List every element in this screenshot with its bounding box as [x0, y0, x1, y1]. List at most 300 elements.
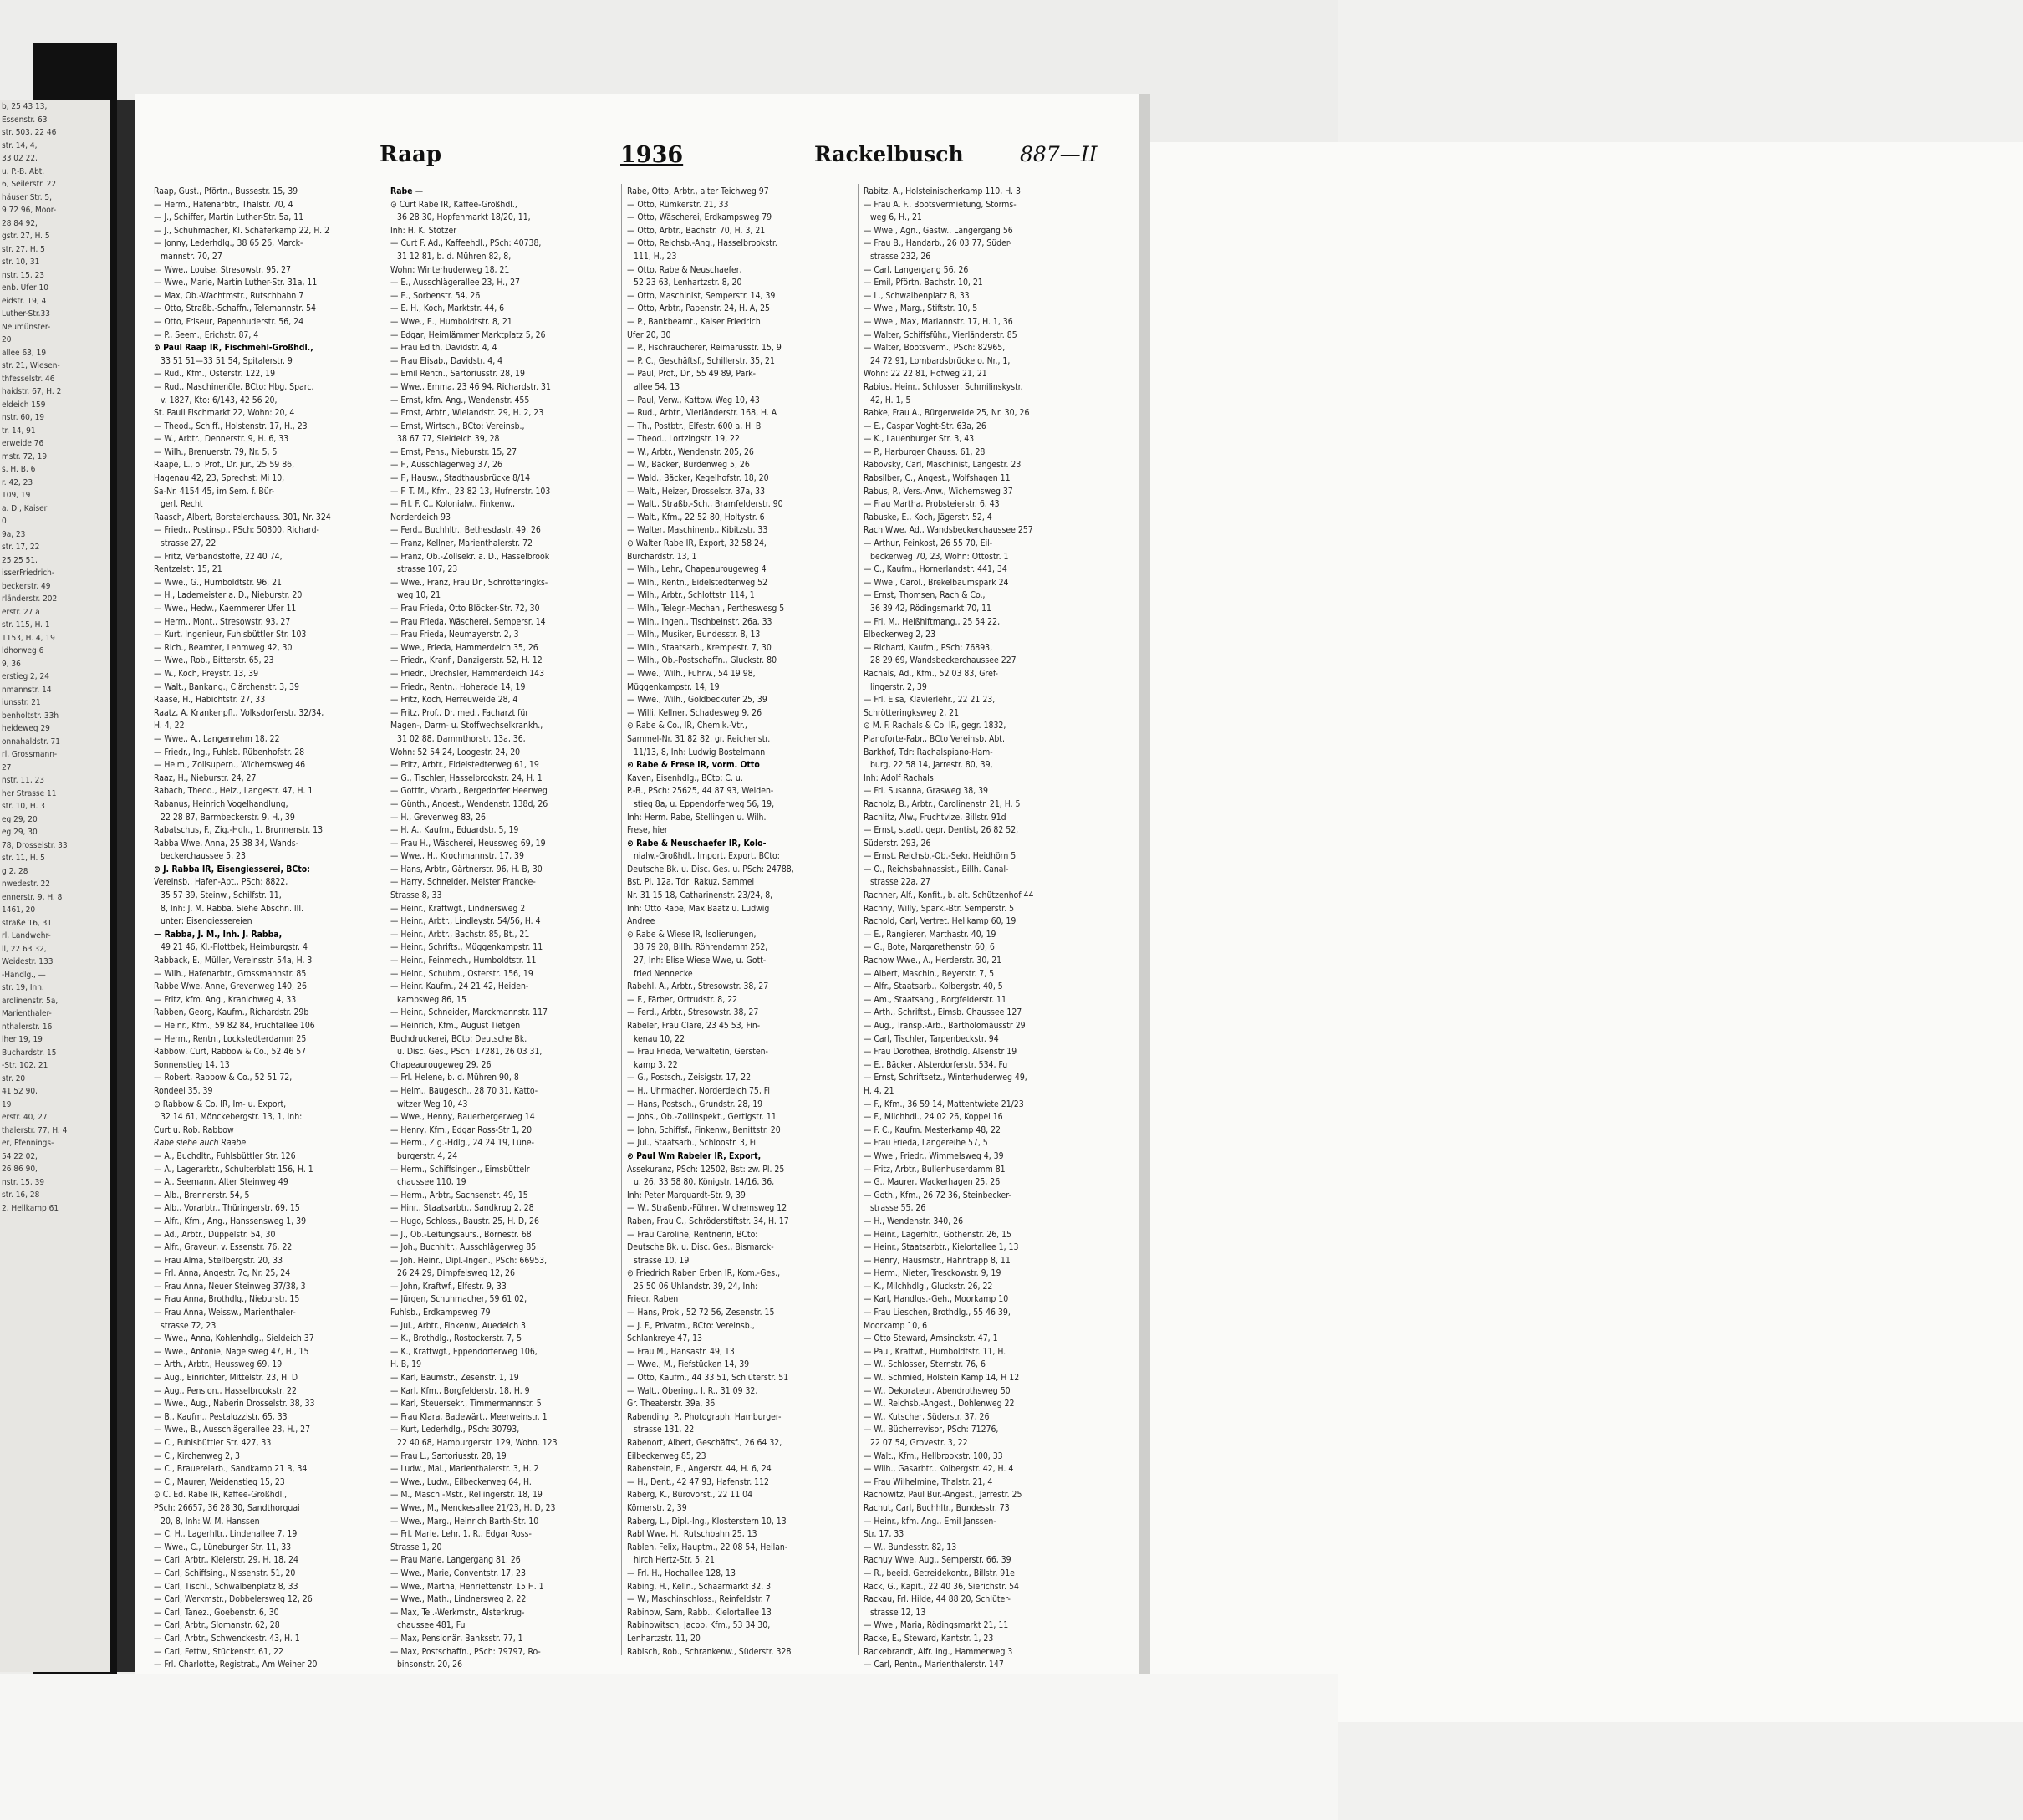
previous-page-fragment: 6, Seilerstr. 22 [2, 180, 57, 189]
directory-entry: — Frau Frieda, Otto Blöcker-Str. 72, 30 [390, 604, 540, 614]
directory-entry: — C., Kaufm., Hornerlandstr. 441, 34 [864, 564, 1007, 575]
directory-page [135, 94, 1139, 1674]
header-year: 1936 [620, 142, 684, 168]
previous-page-fragment: -Handlg., — [2, 970, 46, 980]
directory-entry: Rabe, Otto, Arbtr., alter Teichweg 97 [627, 186, 769, 196]
directory-entry: — Friedr., Kranf., Danzigerstr. 52, H. 12 [390, 655, 543, 666]
previous-page-fragment: 33 02 22, [2, 154, 38, 163]
directory-entry: — Frl. H., Hochallee 128, 13 [627, 1568, 736, 1578]
directory-entry: Kaven, Eisenhdlg., BCto: C. u. [627, 772, 743, 783]
directory-entry: Rabback, E., Müller, Vereinsstr. 54a, H. 3 [154, 956, 313, 966]
directory-entry: — Frl. Elsa, Klavierlehr., 22 21 23, [864, 695, 996, 706]
directory-entry: — O., Reichsbahnassist., Billh. Canal- [864, 864, 1009, 874]
directory-entry: — Wwe., Maria, Rödingsmarkt 21, 11 [864, 1620, 1009, 1631]
directory-entry: — Frau M., Hansastr. 49, 13 [627, 1346, 735, 1357]
directory-entry: — Frau Frieda, Verwaltetin, Gersten- [627, 1047, 768, 1058]
directory-entry: Rabe siehe auch Raabe [154, 1138, 247, 1149]
previous-page-fragment: 1153, H. 4, 19 [2, 633, 55, 643]
directory-entry: — W., Dekorateur, Abendrothsweg 50 [864, 1385, 1011, 1396]
directory-entry: — B., Kaufm., Pestalozzistr. 65, 33 [154, 1411, 288, 1422]
directory-entry: lingerstr. 2, 39 [870, 681, 927, 692]
directory-entry: 42, H. 1, 5 [870, 395, 911, 405]
directory-column-1 [154, 186, 373, 1670]
directory-entry: — Jonny, Lederhdlg., 38 65 26, Marck- [154, 238, 303, 249]
directory-entry: Racke, E., Steward, Kantstr. 1, 23 [864, 1633, 994, 1644]
directory-entry: Rabenstein, E., Angerstr. 44, H. 6, 24 [627, 1464, 772, 1475]
directory-entry: — Edgar, Heimlämmer Marktplatz 5, 26 [390, 329, 546, 340]
directory-entry: — Ad., Arbtr., Düppelstr. 54, 30 [154, 1229, 276, 1240]
directory-entry: Rablen, Felix, Hauptm., 22 08 54, Heilan- [627, 1542, 788, 1552]
directory-entry: — Wilh., Brenuerstr. 79, Nr. 5, 5 [154, 446, 278, 457]
previous-page-fragment: str. 21, Wiesen- [2, 361, 60, 370]
directory-entry: Rachlitz, Alw., Fruchtvize, Billstr. 91d [864, 812, 1006, 823]
directory-entry: gerl. Recht [161, 499, 203, 510]
directory-entry: Rachals, Ad., Kfm., 52 03 83, Gref- [864, 668, 998, 679]
previous-page-fragment: str. 16, 28 [2, 1190, 40, 1200]
directory-entry: kenau 10, 22 [634, 1033, 685, 1044]
directory-entry: Rachuy Wwe, Aug., Semperstr. 66, 39 [864, 1555, 1012, 1566]
directory-entry: — F., Hausw., Stadthausbrücke 8/14 [390, 473, 531, 484]
directory-entry: 22 07 54, Grovestr. 3, 22 [870, 1438, 968, 1448]
directory-entry: — Wwe., Rob., Bitterstr. 65, 23 [154, 655, 274, 666]
previous-page-fragment: isserFriedrich- [2, 568, 55, 578]
directory-entry: Rack, G., Kapit., 22 40 36, Sierichstr. 54 [864, 1581, 1019, 1592]
directory-entry: Norderdeich 93 [390, 512, 451, 523]
directory-entry: — Wilh., Telegr.-Mechan., Pertheswesg 5 [627, 604, 785, 614]
directory-entry: — Herm., Nieter, Tresckowstr. 9, 19 [864, 1268, 1001, 1279]
directory-entry: — Ernst, Schriftsetz., Winterhuderweg 49, [864, 1073, 1027, 1083]
directory-entry: — John, Schiffsf., Finkenw., Benittstr. 20 [627, 1124, 781, 1135]
directory-entry: — Wwe., Emma, 23 46 94, Richardstr. 31 [390, 381, 551, 392]
header-first-entry: Raap [380, 142, 442, 167]
directory-entry: 38 79 28, Billh. Röhrendamm 252, [634, 942, 768, 953]
previous-page-fragment: str. 503, 22 46 [2, 128, 57, 137]
directory-entry: — Otto, Rümkerstr. 21, 33 [627, 199, 729, 210]
directory-entry: — Wwe., Marie, Martin Luther-Str. 31a, 11 [154, 278, 318, 288]
directory-entry: — Max, Tel.-Werkmstr., Alsterkrug- [390, 1607, 525, 1618]
directory-entry: — Ernst, staatl. gepr. Dentist, 26 82 52, [864, 825, 1019, 836]
directory-entry: strasse 131, 22 [634, 1425, 695, 1435]
previous-page-fragment: Essenstr. 63 [2, 115, 48, 125]
directory-entry: Fuhlsb., Erdkampsweg 79 [390, 1308, 491, 1318]
directory-entry: — Aug., Transp.-Arb., Bartholomäusstr 29 [864, 1021, 1026, 1031]
previous-page-fragment: arolinenstr. 5a, [2, 996, 59, 1006]
directory-entry: — W., Straßenb.-Führer, Wichernsweg 12 [627, 1203, 787, 1214]
previous-page-fragment: 54 22 02, [2, 1151, 38, 1161]
previous-page-fragment: Luther-Str.33 [2, 309, 50, 319]
directory-entry: Raape, L., o. Prof., Dr. jur., 25 59 86, [154, 460, 295, 471]
previous-page-fragment: 9a, 23 [2, 529, 26, 539]
previous-page-fragment: rländerstr. 202 [2, 594, 58, 604]
previous-page-fragment: 9 72 96, Moor- [2, 206, 57, 215]
directory-entry: Rackau, Frl. Hilde, 44 88 20, Schlüter- [864, 1594, 1011, 1605]
directory-entry: — Wilh., Staatsarb., Krempestr. 7, 30 [627, 642, 772, 653]
previous-page-fragment: gstr. 27, H. 5 [2, 232, 50, 241]
directory-entry: P.-B., PSch: 25625, 44 87 93, Weiden- [627, 786, 774, 797]
directory-entry: — Fritz, Prof., Dr. med., Facharzt für [390, 707, 529, 718]
directory-entry: — Max, Ob.-Wachtmstr., Rutschbahn 7 [154, 290, 304, 301]
previous-page-fragment: her Strasse 11 [2, 788, 57, 798]
directory-entry: — Frau B., Handarb., 26 03 77, Süder- [864, 238, 1012, 249]
directory-entry: Eilbeckerweg 85, 23 [627, 1450, 706, 1461]
previous-page-fragment: 2, Hellkamp 61 [2, 1203, 59, 1213]
directory-entry: Andree [627, 916, 655, 927]
header-last-entry: Rackelbusch [814, 142, 964, 166]
directory-entry: — Albert, Maschin., Beyerstr. 7, 5 [864, 968, 995, 979]
scan-margin [0, 1674, 1338, 1820]
directory-entry: — Franz, Kellner, Marienthalerstr. 72 [390, 538, 533, 549]
directory-entry: — C., Maurer, Weidenstieg 15, 23 [154, 1476, 285, 1487]
directory-entry: — Richard, Kaufm., PSch: 76893, [864, 642, 993, 653]
directory-entry: — Heinr., Schneider, Marckmannstr. 117 [390, 1007, 548, 1018]
directory-entry: — Walt., Obering., I. R., 31 09 32, [627, 1385, 758, 1396]
previous-page-fragment: 41 52 90, [2, 1087, 38, 1096]
directory-entry: — Frau Frieda, Langereihe 57, 5 [864, 1138, 988, 1149]
directory-entry: fried Nennecke [634, 968, 693, 979]
directory-entry: — Herm., Mont., Stresowstr. 93, 27 [154, 616, 291, 627]
previous-page-fragment: er, Pfennings- [2, 1139, 54, 1148]
directory-entry: — Wwe., Carol., Brekelbaumspark 24 [864, 577, 1009, 588]
directory-entry: Str. 17, 33 [864, 1529, 904, 1540]
previous-page-fragment: s. H. B, 6 [2, 465, 36, 474]
directory-entry: — Carl, Schiffsing., Nissenstr. 51, 20 [154, 1568, 296, 1578]
directory-entry: allee 54, 13 [634, 381, 680, 392]
directory-entry: — G., Tischler, Hasselbrookstr. 24, H. 1 [390, 772, 543, 783]
directory-entry: 28 29 69, Wandsbeckerchaussee 227 [870, 655, 1017, 666]
directory-entry: — E., Caspar Voght-Str. 63a, 26 [864, 421, 986, 431]
previous-page-fragment: thalerstr. 77, H. 4 [2, 1125, 68, 1135]
directory-entry: — Joh. Heinr., Dipl.-Ingen., PSch: 66953, [390, 1255, 548, 1266]
directory-entry: 20, 8, Inh: W. M. Hanssen [161, 1516, 260, 1527]
directory-entry: 36 28 30, Hopfenmarkt 18/20, 11, [397, 212, 531, 223]
directory-entry: — Helm., Baugesch., 28 70 31, Katto- [390, 1085, 538, 1096]
directory-entry: — Frl. Susanna, Grasweg 38, 39 [864, 786, 988, 797]
directory-entry: — K., Kraftwgf., Eppendorferweg 106, [390, 1346, 538, 1357]
directory-entry: — Arthur, Feinkost, 26 55 70, Eil- [864, 538, 993, 549]
directory-entry: — C. H., Lagerhltr., Lindenallee 7, 19 [154, 1529, 298, 1540]
directory-entry: Rabus, P., Vers.-Anw., Wichernsweg 37 [864, 486, 1013, 497]
directory-entry: 33 51 51—33 51 54, Spitalerstr. 9 [161, 355, 293, 366]
directory-entry: — C., Brauereiarb., Sandkamp 21 B, 34 [154, 1464, 308, 1475]
directory-entry: Rabbe Wwe, Anne, Grevenweg 140, 26 [154, 981, 307, 992]
directory-entry: — M., Masch.-Mstr., Rellingerstr. 18, 19 [390, 1490, 543, 1501]
directory-entry: Pianoforte-Fabr., BCto Vereinsb. Abt. [864, 733, 1005, 744]
previous-page-fragment: tr. 14, 91 [2, 426, 36, 436]
previous-page-fragment: Weidestr. 133 [2, 957, 54, 966]
directory-entry: — Robert, Rabbow & Co., 52 51 72, [154, 1073, 293, 1083]
directory-entry: — Rud., Arbtr., Vierländerstr. 168, H. A [627, 408, 777, 419]
directory-entry: — Ferd., Arbtr., Stresowstr. 38, 27 [627, 1007, 759, 1018]
page-number: 887—II [1020, 142, 2023, 1722]
directory-entry: u. 26, 33 58 80, Königstr. 14/16, 36, [634, 1177, 775, 1188]
directory-entry: — Frau Marie, Langergang 81, 26 [390, 1555, 521, 1566]
previous-page-fragment: str. 10, 31 [2, 257, 40, 267]
directory-entry: — Carl, Fettw., Stückenstr. 61, 22 [154, 1646, 283, 1657]
directory-entry: Rachny, Willy, Spark.-Btr. Semperstr. 5 [864, 903, 1015, 914]
directory-entry: — Wald., Bäcker, Kegelhofstr. 18, 20 [627, 473, 769, 484]
directory-entry: — John, Kraftwf., Elfestr. 9, 33 [390, 1281, 507, 1292]
directory-entry: — K., Milchhdlg., Gluckstr. 26, 22 [864, 1281, 993, 1292]
directory-entry: — Jul., Arbtr., Finkenw., Auedeich 3 [390, 1320, 526, 1331]
directory-entry: — Walt., Straßb.-Sch., Bramfelderstr. 90 [627, 499, 783, 510]
directory-entry: — Willi, Kellner, Schadesweg 9, 26 [627, 707, 762, 718]
directory-entry: — F., Ausschlägerweg 37, 26 [390, 460, 502, 471]
directory-entry: Rentzelstr. 15, 21 [154, 564, 222, 575]
directory-entry: ⊙ Friedrich Raben Erben IR, Kom.-Ges., [627, 1268, 781, 1279]
directory-entry: — Jul., Staatsarb., Schloostr. 3, Fi [627, 1138, 756, 1149]
directory-entry: Moorkamp 10, 6 [864, 1320, 928, 1331]
directory-entry: Wohn: 22 22 81, Hofweg 21, 21 [864, 369, 987, 380]
page-edge [1139, 94, 1150, 1674]
directory-entry: 31 02 88, Dammthorstr. 13a, 36, [397, 733, 526, 744]
directory-entry: — F. T. M., Kfm., 23 82 13, Hufnerstr. 103 [390, 486, 551, 497]
directory-entry: — Friedr., Drechsler, Hammerdeich 143 [390, 668, 545, 679]
directory-entry: — K., Brothdlg., Rostockerstr. 7, 5 [390, 1333, 522, 1344]
directory-entry: — Heinr., Feinmech., Humboldtstr. 11 [390, 956, 537, 966]
directory-entry: Körnerstr. 2, 39 [627, 1502, 687, 1513]
directory-entry: ⊙ Rabe & Neuschaefer IR, Kolo- [627, 838, 767, 849]
directory-entry: — Otto, Friseur, Papenhuderstr. 56, 24 [154, 316, 304, 327]
directory-entry: Rach Wwe, Ad., Wandsbeckerchaussee 257 [864, 525, 1033, 536]
previous-page-fragment: 0 [2, 517, 7, 526]
directory-entry: — Walt., Bankang., Clärchenstr. 3, 39 [154, 681, 299, 692]
directory-entry: — Karl, Kfm., Borgfelderstr. 18, H. 9 [390, 1385, 530, 1396]
directory-entry: — Frl. Anna, Angestr. 7c, Nr. 25, 24 [154, 1268, 291, 1279]
previous-page-fragment: str. 14, 4, [2, 140, 38, 150]
directory-entry: — Wwe., Louise, Stresowstr. 95, 27 [154, 264, 291, 275]
directory-entry: — Fritz, Arbtr., Bullenhuserdamm 81 [864, 1164, 1006, 1175]
directory-entry: — Heinr., Kraftwgf., Lindnersweg 2 [390, 903, 526, 914]
directory-entry: Raap, Gust., Pförtn., Bussestr. 15, 39 [154, 186, 298, 196]
previous-page-fragment: 27 [2, 762, 12, 772]
directory-entry: — Otto, Kaufm., 44 33 51, Schlüterstr. 51 [627, 1373, 789, 1384]
previous-page-fragment: ll, 22 63 32, [2, 944, 47, 954]
directory-entry: Wohn: Winterhuderweg 18, 21 [390, 264, 510, 275]
column-divider [858, 184, 859, 1655]
directory-entry: Rabach, Theod., Helz., Langestr. 47, H. 1 [154, 786, 313, 797]
directory-entry: strasse 10, 19 [634, 1255, 690, 1266]
directory-entry: — Wwe., Frieda, Hammerdeich 35, 26 [390, 642, 538, 653]
directory-entry: — Frl. Marie, Lehr. 1, R., Edgar Ross- [390, 1529, 532, 1540]
directory-entry: Raberg, L., Dipl.-Ing., Klosterstern 10, 13 [627, 1516, 787, 1527]
directory-entry: — Wilh., Hafenarbtr., Grossmannstr. 85 [154, 968, 307, 979]
directory-entry: — Carl, Langergang 56, 26 [864, 264, 969, 275]
directory-entry: strasse 27, 22 [161, 538, 217, 549]
directory-entry: Rachut, Carl, Buchhltr., Bundesstr. 73 [864, 1502, 1010, 1513]
previous-page-fragment: erstr. 27 a [2, 607, 40, 617]
directory-entry: 111, H., 23 [634, 251, 677, 262]
directory-entry: — Rabba, J. M., Inh. J. Rabba, [154, 929, 283, 940]
directory-entry: — Joh., Buchhltr., Ausschlägerweg 85 [390, 1242, 537, 1253]
directory-column-2 [390, 186, 609, 1670]
previous-page-fragment: onnahaldstr. 71 [2, 737, 60, 747]
directory-entry: — Wwe., Aug., Naberin Drosselstr. 38, 33 [154, 1399, 315, 1410]
directory-entry: — Wwe., Agn., Gastw., Langergang 56 [864, 225, 1013, 236]
column-divider [621, 184, 622, 1655]
directory-entry: — W., Arbtr., Dennerstr. 9, H. 6, 33 [154, 434, 289, 445]
directory-entry: burg, 22 58 14, Jarrestr. 80, 39, [870, 760, 993, 771]
directory-entry: — W., Koch, Preystr. 13, 39 [154, 668, 259, 679]
previous-page-fragment: allee 63, 19 [2, 348, 47, 358]
directory-entry: — Wwe., G., Humboldtstr. 96, 21 [154, 577, 283, 588]
directory-entry: Magen-, Darm- u. Stoffwechselkrankh., [390, 721, 543, 732]
previous-page-fragment: iunsstr. 21 [2, 698, 41, 707]
directory-entry: 49 21 46, Kl.-Flottbek, Heimburgstr. 4 [161, 942, 308, 953]
directory-entry: 31 12 81, b. d. Mühren 82, 8, [397, 251, 512, 262]
directory-entry: — J. F., Privatm., BCto: Vereinsb., [627, 1320, 755, 1331]
directory-entry: PSch: 26657, 36 28 30, Sandthorquai [154, 1502, 300, 1513]
previous-page-fragment: str. 17, 22 [2, 543, 40, 552]
directory-entry: — Helm., Zollsupern., Wichernsweg 46 [154, 760, 306, 771]
directory-entry: — Hans, Postsch., Grundstr. 28, 19 [627, 1099, 763, 1109]
directory-entry: 27, Inh: Elise Wiese Wwe, u. Gott- [634, 956, 767, 966]
directory-entry: — W., Bäcker, Burdenweg 5, 26 [627, 460, 750, 471]
directory-entry: — P., Fischräucherer, Reimarusstr. 15, 9 [627, 343, 782, 354]
directory-entry: Strasse 1, 20 [390, 1542, 442, 1552]
directory-entry: 22 40 68, Hamburgerstr. 129, Wohn. 123 [397, 1438, 558, 1448]
directory-entry: — Carl, Tischler, Tarpenbeckstr. 94 [864, 1033, 999, 1044]
directory-entry: Rachold, Carl, Vertret. Hellkamp 60, 19 [864, 916, 1017, 927]
directory-entry: H. B, 19 [390, 1359, 422, 1370]
directory-entry: Rabehl, A., Arbtr., Stresowstr. 38, 27 [627, 981, 769, 992]
directory-entry: — Arth., Schriftst., Eimsb. Chaussee 127 [864, 1007, 1022, 1018]
directory-entry: H. 4, 22 [154, 721, 185, 732]
directory-entry: — Otto, Wäscherei, Erdkampsweg 79 [627, 212, 772, 223]
directory-entry: v. 1827, Kto: 6/143, 42 56 20, [161, 395, 278, 405]
previous-page-fragment: Neumünster- [2, 322, 51, 332]
directory-entry: — Hans, Prok., 52 72 56, Zesenstr. 15 [627, 1308, 775, 1318]
directory-entry: — Otto, Straßb.-Schaffn., Telemannstr. 54 [154, 303, 316, 314]
directory-entry: — W., Maschinschloss., Reinfeldstr. 7 [627, 1594, 771, 1605]
directory-entry: Gr. Theaterstr. 39a, 36 [627, 1399, 716, 1410]
directory-column-4 [864, 186, 1083, 1670]
directory-entry: Rabeler, Frau Clare, 23 45 53, Fin- [627, 1021, 761, 1031]
previous-page-fragment: str. 115, H. 1 [2, 620, 50, 630]
directory-entry: Rabsilber, C., Angest., Wolfshagen 11 [864, 473, 1011, 484]
directory-entry: — Frau H., Wäscherei, Heussweg 69, 19 [390, 838, 546, 849]
directory-entry: — Frau A. F., Bootsvermietung, Storms- [864, 199, 1017, 210]
directory-entry: — Heinr., Kfm., 59 82 84, Fruchtallee 106 [154, 1021, 315, 1031]
directory-entry: ⊙ Rabbow & Co. IR, Im- u. Export, [154, 1099, 287, 1109]
directory-entry: — A., Seemann, Alter Steinweg 49 [154, 1177, 288, 1188]
directory-entry: kamp 3, 22 [634, 1059, 678, 1070]
directory-entry: Rabben, Georg, Kaufm., Richardstr. 29b [154, 1007, 309, 1018]
directory-entry: — J., Ob.-Leitungsaufs., Bornestr. 68 [390, 1229, 532, 1240]
book-gutter [117, 100, 135, 1672]
directory-entry: Inh: Herm. Rabe, Stellingen u. Wilh. [627, 812, 767, 823]
directory-entry: — Wwe., Marg., Heinrich Barth-Str. 10 [390, 1516, 539, 1527]
directory-entry: binsonstr. 20, 26 [397, 1659, 463, 1670]
directory-entry: — G., Bote, Margarethenstr. 60, 6 [864, 942, 995, 953]
directory-entry: Burchardstr. 13, 1 [627, 551, 697, 562]
previous-page-fragment: häuser Str. 5, [2, 192, 53, 202]
directory-entry: 11/13, 8, Inh: Ludwig Bostelmann [634, 747, 766, 757]
directory-entry: ⊙ Paul Wm Rabeler IR, Export, [627, 1150, 762, 1161]
previous-page-fragment: 1461, 20 [2, 905, 36, 915]
directory-entry: Inh: Peter Marquardt-Str. 9, 39 [627, 1190, 746, 1201]
directory-entry: — Friedr., Postinsp., PSch: 50800, Richard- [154, 525, 319, 536]
directory-entry: — Alb., Brennerstr. 54, 5 [154, 1190, 250, 1201]
directory-entry: Sammel-Nr. 31 82 82, gr. Reichenstr. [627, 733, 771, 744]
directory-entry: — Otto, Rabe & Neuschaefer, [627, 264, 742, 275]
directory-entry: — Ernst, Wirtsch., BCto: Vereinsb., [390, 421, 525, 431]
directory-entry: — Herm., Hafenarbtr., Thalstr. 70, 4 [154, 199, 293, 210]
directory-entry: — Walt., Heizer, Drosselstr. 37a, 33 [627, 486, 766, 497]
directory-entry: — Franz, Ob.-Zollsekr. a. D., Hasselbrook [390, 551, 550, 562]
directory-entry: — Wwe., Wilh., Fuhrw., 54 19 98, [627, 668, 756, 679]
previous-page-fragment: 9, 36 [2, 659, 21, 669]
directory-entry: — Frau Lieschen, Brothdlg., 55 46 39, [864, 1308, 1011, 1318]
directory-entry: Rabovsky, Carl, Maschinist, Langestr. 23 [864, 460, 1022, 471]
previous-page-fragment: enb. Ufer 10 [2, 283, 48, 293]
directory-entry: Deutsche Bk. u. Disc. Ges. u. PSch: 24788, [627, 864, 794, 874]
directory-entry: — Johs., Ob.-Zollinspekt., Gertigstr. 11 [627, 1112, 777, 1123]
directory-entry: — Walter, Maschinenb., Kibitzstr. 33 [627, 525, 768, 536]
directory-entry: — C., Fuhlsbüttler Str. 427, 33 [154, 1438, 272, 1448]
directory-entry: — Wilh., Gasarbtr., Kolbergstr. 42, H. 4 [864, 1464, 1014, 1475]
directory-entry: — Otto, Maschinist, Semperstr. 14, 39 [627, 290, 776, 301]
directory-entry: Inh: Adolf Rachals [864, 772, 934, 783]
previous-page-fragment: 20 [2, 335, 12, 344]
directory-entry: 32 14 61, Mönckebergstr. 13, 1, Inh: [161, 1112, 303, 1123]
directory-entry: chaussee 110, 19 [397, 1177, 466, 1188]
directory-entry: — Frau Elisab., Davidstr. 4, 4 [390, 355, 503, 366]
directory-entry: — Wwe., Math., Lindnersweg 2, 22 [390, 1594, 527, 1605]
directory-entry: Raben, Frau C., Schröderstiftstr. 34, H. 17 [627, 1216, 789, 1226]
directory-entry: — E., Bäcker, Alsterdorferstr. 534, Fu [864, 1059, 1008, 1070]
directory-entry: Buchdruckerei, BCto: Deutsche Bk. [390, 1033, 527, 1044]
directory-entry: Schlankreye 47, 13 [627, 1333, 703, 1344]
previous-page-fragment: erweide 76 [2, 439, 44, 448]
directory-entry: — Wilh., Ingen., Tischbeinstr. 26a, 33 [627, 616, 772, 627]
directory-entry: — Hinr., Staatsarbtr., Sandkrug 2, 28 [390, 1203, 534, 1214]
previous-page-fragment: 109, 19 [2, 491, 31, 500]
previous-page-fragment: eldeich 159 [2, 400, 46, 410]
directory-entry: Rachner, Alf., Konfit., b. alt. Schützenhof 44 [864, 890, 1034, 901]
directory-entry: Rabatschus, F., Zig.-Hdlr., 1. Brunnenstr. 13 [154, 825, 324, 836]
previous-page-fragment: r. 42, 23 [2, 477, 33, 487]
previous-page-fragment: ldhorweg 6 [2, 646, 44, 655]
directory-entry: — Heinr., kfm. Ang., Emil Janssen- [864, 1516, 996, 1527]
directory-entry: — Wilh., Lehr., Chapeaurougeweg 4 [627, 564, 767, 575]
directory-entry: — Wwe., Wilh., Goldbeckufer 25, 39 [627, 695, 767, 706]
directory-entry: — Ernst, Reichsb.-Ob.-Sekr. Heidhörn 5 [864, 851, 1017, 862]
directory-entry: — Heinrich, Kfm., August Tietgen [390, 1021, 521, 1031]
directory-entry: Assekuranz, PSch: 12502, Bst: zw. Pl. 25 [627, 1164, 785, 1175]
directory-entry: 22 28 87, Barmbeckerstr. 9, H., 39 [161, 812, 295, 823]
directory-entry: beckerweg 70, 23, Wohn: Ottostr. 1 [870, 551, 1009, 562]
directory-entry: Raaz, H., Nieburstr. 24, 27 [154, 772, 257, 783]
directory-entry: — Heinr., Lagerhltr., Gothenstr. 26, 15 [864, 1229, 1012, 1240]
directory-entry: — Carl, Tanez., Goebenstr. 6, 30 [154, 1607, 279, 1618]
directory-entry: ⊙ J. Rabba IR, Eisengiesserei, BCto: [154, 864, 310, 874]
previous-page-fragment: -Str. 102, 21 [2, 1061, 48, 1070]
directory-entry: — Ernst, Pens., Nieburstr. 15, 27 [390, 446, 517, 457]
directory-entry: Süderstr. 293, 26 [864, 838, 931, 849]
directory-entry: — F., Färber, Ortrudstr. 8, 22 [627, 994, 738, 1005]
directory-entry: — A., Lagerarbtr., Schulterblatt 156, H. 1 [154, 1164, 313, 1175]
previous-page-fragment: 19 [2, 1099, 12, 1109]
directory-entry: — Frl. Charlotte, Registrat., Am Weiher 20 [154, 1659, 318, 1670]
directory-entry: — Wwe., Hedw., Kaemmerer Ufer 11 [154, 604, 297, 614]
directory-entry: — Walt., Kfm., 22 52 80, Holtystr. 6 [627, 512, 765, 523]
directory-entry: — Wwe., Max, Mariannstr. 17, H. 1, 36 [864, 316, 1013, 327]
directory-entry: — Karl, Handlgs.-Geh., Moorkamp 10 [864, 1294, 1009, 1305]
directory-entry: — Herm., Arbtr., Sachsenstr. 49, 15 [390, 1190, 528, 1201]
directory-entry: — Wilh., Ob.-Postschaffn., Gluckstr. 80 [627, 655, 777, 666]
directory-entry: — Carl, Werkmstr., Dobbelersweg 12, 26 [154, 1594, 313, 1605]
directory-entry: — Rud., Kfm., Osterstr. 122, 19 [154, 369, 276, 380]
